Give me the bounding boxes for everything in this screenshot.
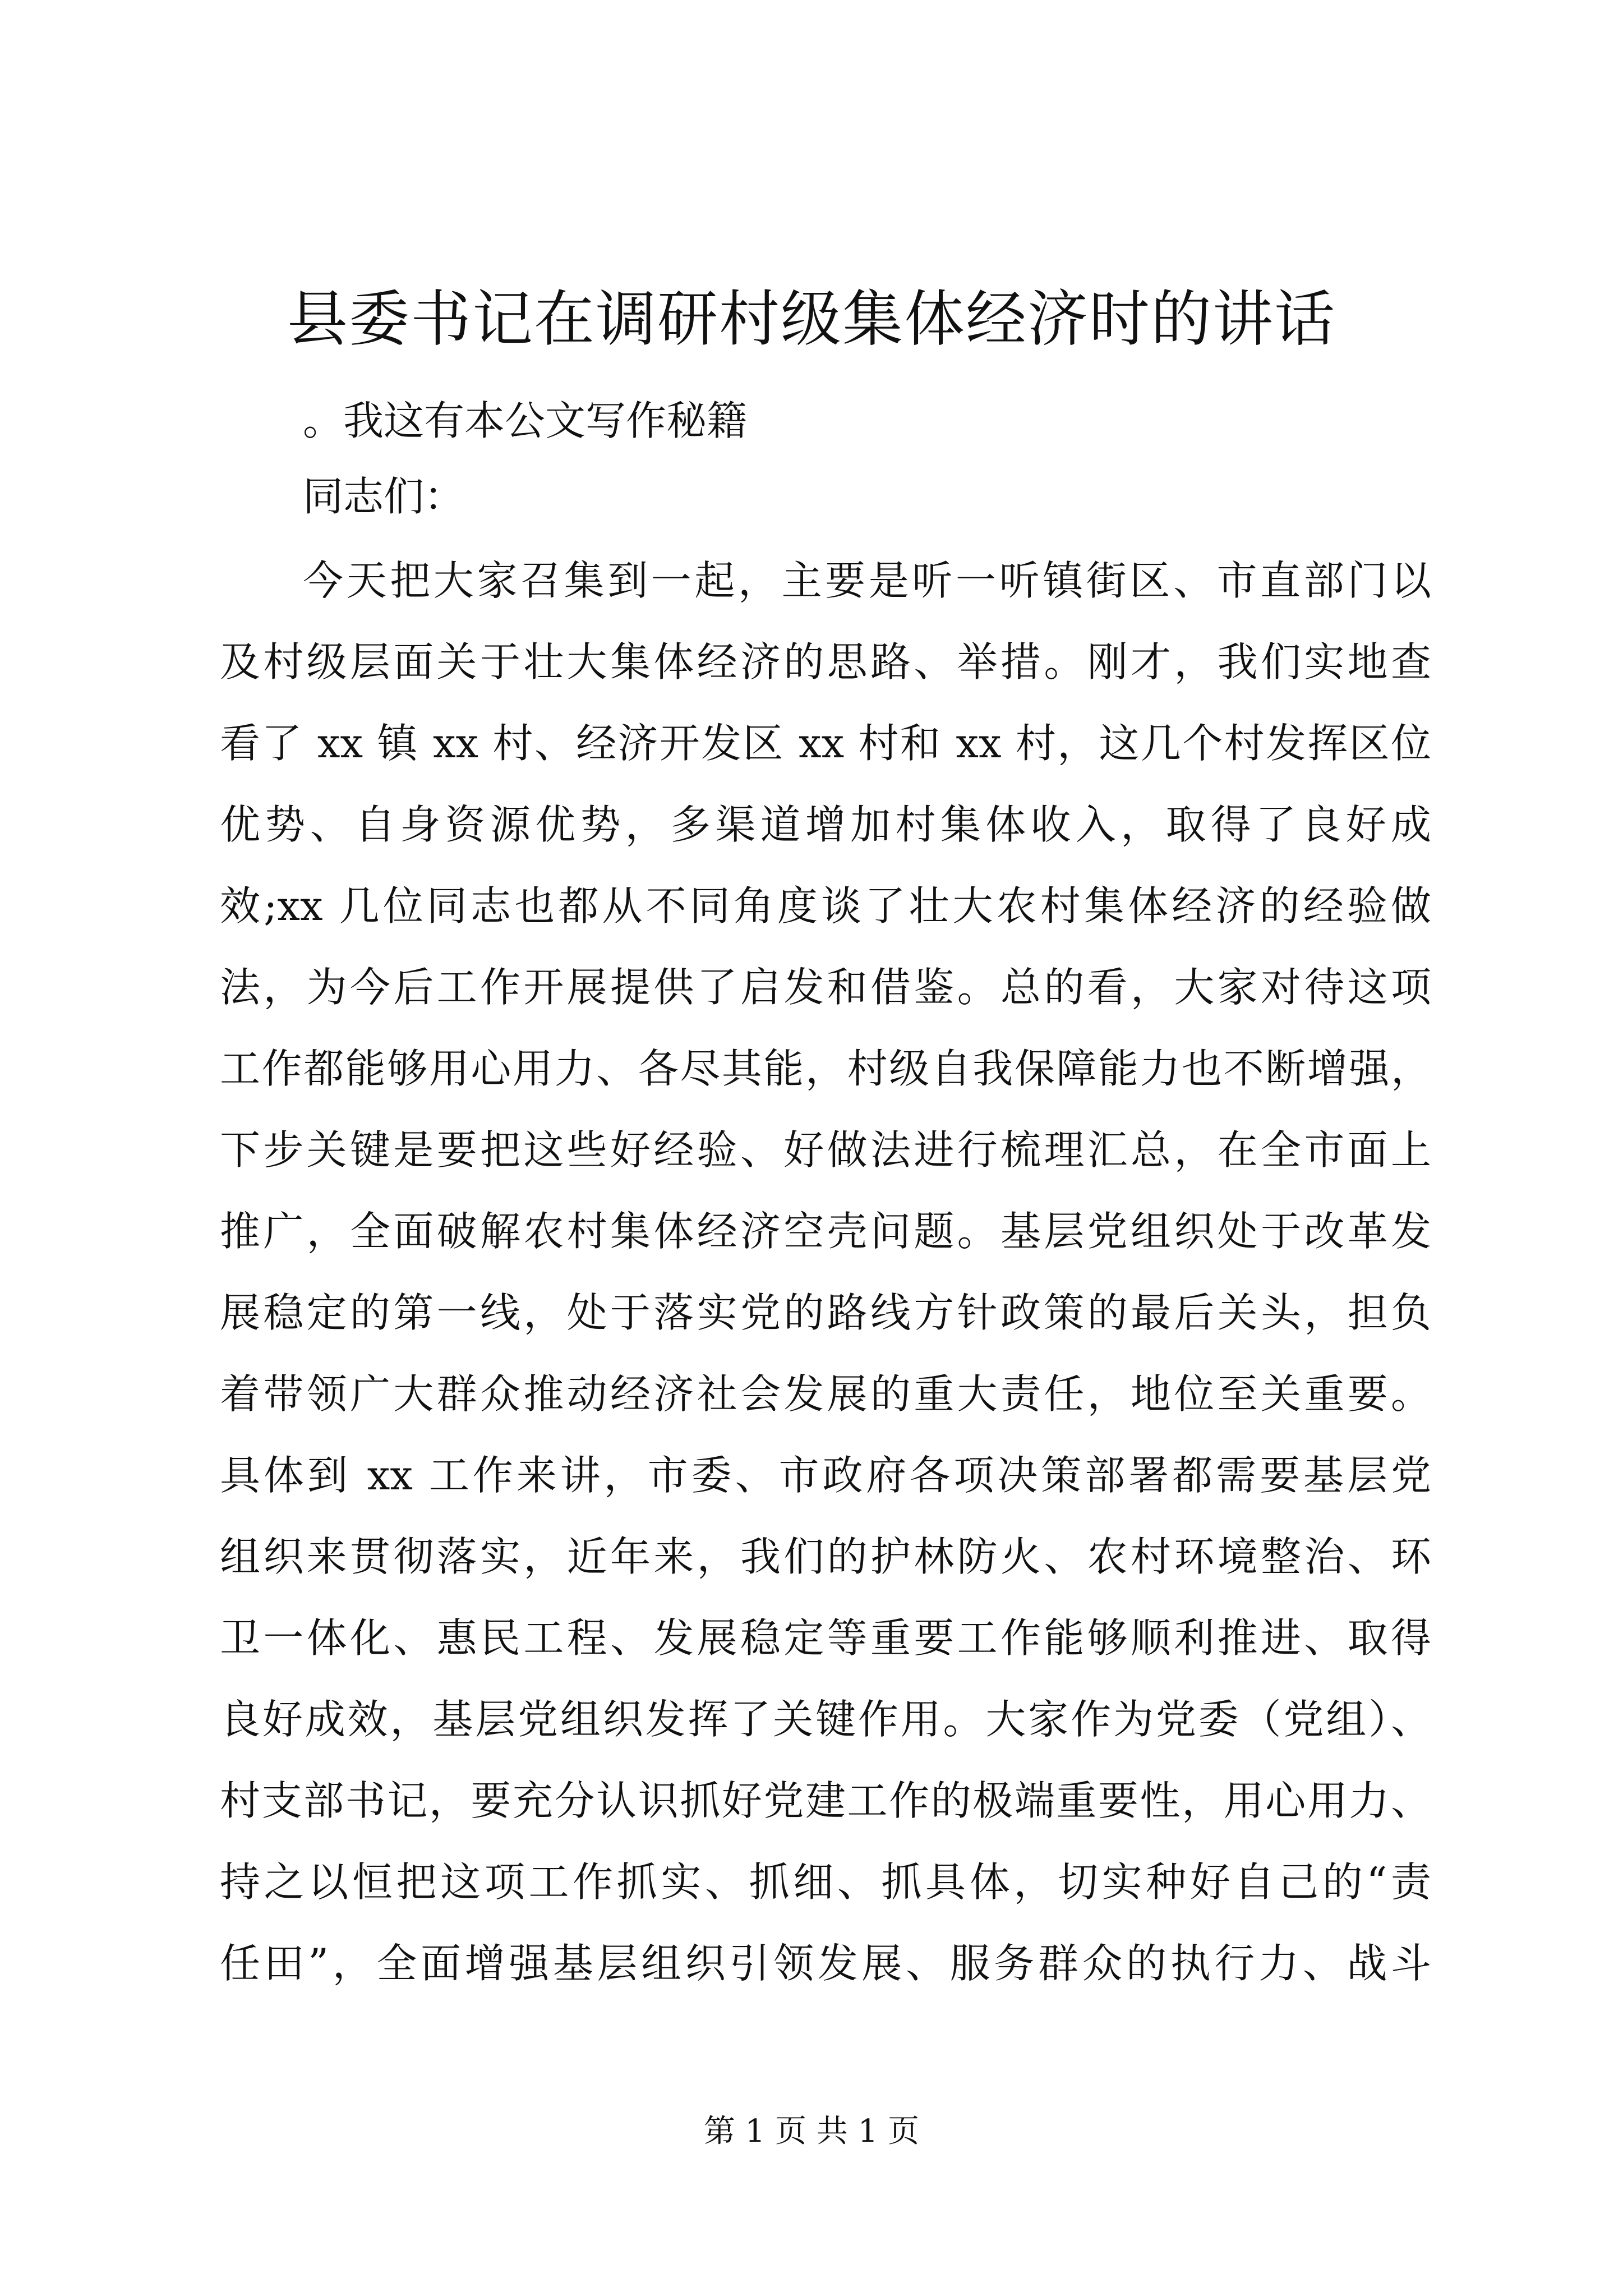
body-line: 具体到 xx 工作来讲，市委、市政府各项决策部署都需要基层党: [220, 1452, 1431, 1499]
body-line: 看了 xx 镇 xx 村、经济开发区 xx 村和 xx 村，这几个村发挥区位: [220, 720, 1431, 767]
body-line: 持之以恒把这项工作抓实、抓细、抓具体，切实种好自己的“责: [220, 1858, 1431, 1906]
body-line: 组织来贯彻落实，近年来，我们的护林防火、农村环境整治、环: [220, 1533, 1431, 1580]
body-line: 展稳定的第一线，处于落实党的路线方针政策的最后关头，担负: [220, 1289, 1431, 1336]
page-footer: 第 1 页 共 1 页: [703, 2113, 920, 2150]
body-line: 今天把大家召集到一起，主要是听一听镇街区、市直部门以: [303, 557, 1431, 604]
body-line: 工作都能够用心用力、各尽其能，村级自我保障能力也不断增强，: [220, 1045, 1431, 1092]
body-line: 良好成效，基层党组织发挥了关键作用。大家作为党委（党组）、: [220, 1696, 1431, 1743]
body-line: 及村级层面关于壮大集体经济的思路、举措。刚才，我们实地查: [220, 638, 1431, 685]
body-line: 任田”，全面增强基层组织引领发展、服务群众的执行力、战斗: [220, 1940, 1431, 1987]
document-title: 县委书记在调研村级集体经济时的讲话: [287, 284, 1336, 355]
body-line: 村支部书记，要充分认识抓好党建工作的极端重要性，用心用力、: [220, 1777, 1431, 1824]
body-line: 卫一体化、惠民工程、发展稳定等重要工作能够顺利推进、取得: [220, 1614, 1431, 1662]
body-line: 效;xx 几位同志也都从不同角度谈了壮大农村集体经济的经验做: [220, 882, 1431, 930]
body-line: 法，为今后工作开展提供了启发和借鉴。总的看，大家对待这项: [220, 964, 1431, 1011]
body-line: 下步关键是要把这些好经验、好做法进行梳理汇总，在全市面上: [220, 1126, 1431, 1174]
salutation: 同志们：: [303, 473, 465, 520]
body-line: 着带领广大群众推动经济社会发展的重大责任，地位至关重要。: [220, 1370, 1431, 1418]
body-line: 优势、自身资源优势，多渠道增加村集体收入，取得了良好成: [220, 801, 1431, 848]
body-line: 推广，全面破解农村集体经济空壳问题。基层党组织处于改革发: [220, 1208, 1431, 1255]
intro-line: 。我这有本公文写作秘籍: [303, 397, 748, 444]
